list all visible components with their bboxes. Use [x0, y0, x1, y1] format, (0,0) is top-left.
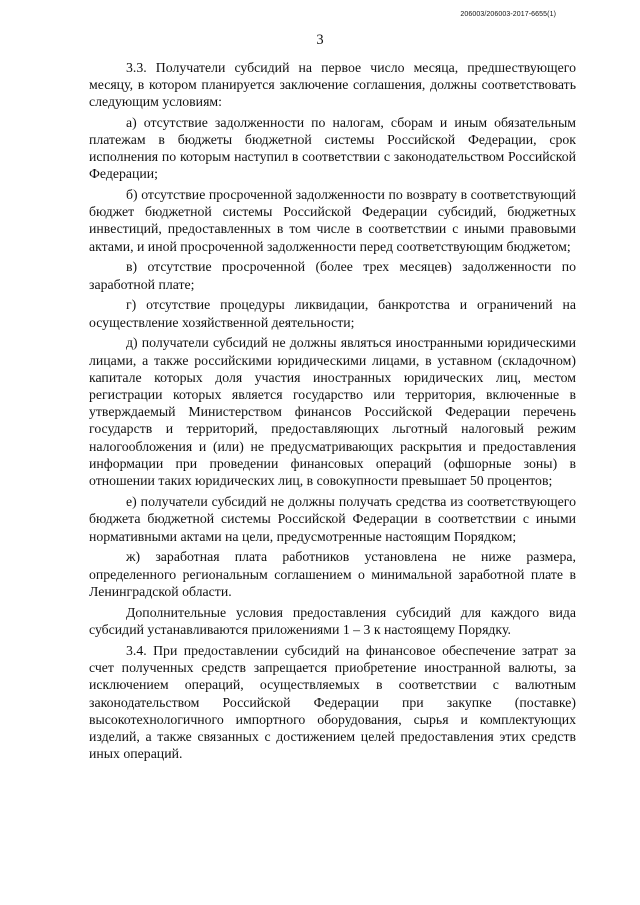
document-body	[89, 59, 576, 766]
paragraph-3-3: 3.3. Получатели субсидий на первое число месяца, предшествующего месяцу, в котором планируется заключение соглашения, должны соответствовать следующим условиям:	[89, 60, 576, 110]
paragraph-additional-conditions: Дополнительные условия предоставления субсидий для каждого вида субсидий устанавливаются приложениями 1 – 3 к настоящему Порядку.	[89, 604, 576, 637]
page-number: 3	[316, 32, 324, 48]
paragraph-item-d: д) получатели субсидий не должны являться иностранными юридическими лицами, а также российскими юридическими лицами, в уставном (складочном) капитале которых доля участия иностранных юридических лиц, местом регистрации которых является государство или территория, включенные в утверждаемый Министерством финансов Российской Федерации перечень государств и территорий, предоставляющих льготный налоговый режим налогообложения и (или) не предусматривающих раскрытия и предоставления информации при проведении финансовых операций (офшорные зоны) в отношении таких юридических лиц, в совокупности превышает 50 процентов;	[89, 335, 576, 489]
paragraph-item-zh: ж) заработная плата работников установлена не ниже размера, определенного региональным соглашением о минимальной заработной плате в Ленинградской области.	[89, 549, 576, 599]
paragraph-3-4: 3.4. При предоставлении субсидий на финансовое обеспечение затрат за счет полученных средств запрещается приобретение иностранной валюты, за исключением операций, осуществляемых в соответствии с валютным законодательством Российской Федерации при закупке (поставке) высокотехнологичного импортного оборудования, сырья и комплектующих изделий, а также связанных с достижением целей предоставления этих средств иных операций.	[89, 643, 576, 762]
paragraph-item-g: г) отсутствие процедуры ликвидации, банкротства и ограничений на осуществление хозяйственной деятельности;	[89, 297, 576, 330]
paragraph-item-b: б) отсутствие просроченной задолженности по возврату в соответствующий бюджет бюджетной системы Российской Федерации субсидий, бюджетных инвестиций, предоставленных в том числе в соответствии с иными правовыми актами, и иной просроченной задолженности перед соответствующим бюджетом;	[89, 187, 576, 254]
paragraph-item-v: в) отсутствие просроченной (более трех месяцев) задолженности по заработной плате;	[89, 259, 576, 292]
document-id: 206003/206003-2017-6655(1)	[460, 11, 556, 18]
paragraph-item-a: а) отсутствие задолженности по налогам, сборам и иным обязательным платежам в бюджеты бюджетной системы Российской Федерации, срок исполнения по которым наступил в соответствии с законодательством Российской Федерации;	[89, 114, 576, 182]
paragraph-item-e: е) получатели субсидий не должны получать средства из соответствующего бюджета бюджетной системы Российской Федерации в соответствии с иными нормативными актами на цели, предусмотренные настоящим Порядком;	[89, 494, 576, 544]
